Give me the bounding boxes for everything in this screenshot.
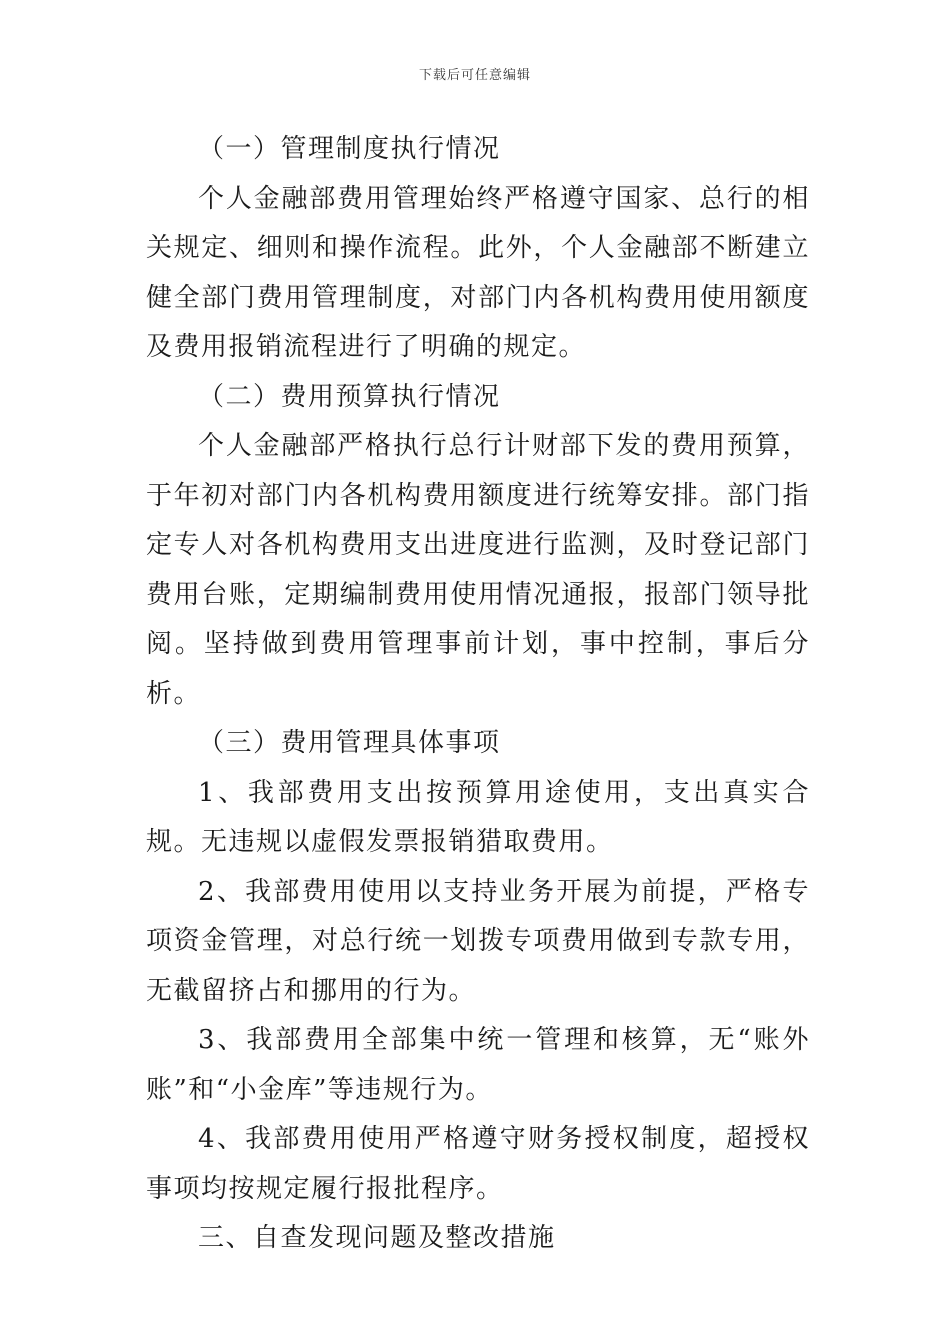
document-body <box>146 125 810 1264</box>
list-item-1: 1、我部费用支出按预算用途使用，支出真实合规。无违规以虚假发票报销猎取费用。 <box>146 777 810 857</box>
section-heading-3: （三）费用管理具体事项 <box>198 728 501 758</box>
list-item-2: 2、我部费用使用以支持业务开展为前提，严格专项资金管理，对总行统一划拨专项费用做到专款专用，无截留挤占和挪用的行为。 <box>146 876 810 1006</box>
section-heading-1: （一）管理制度执行情况 <box>198 134 501 164</box>
header-note: 下载后可任意编辑 <box>418 68 531 83</box>
section-paragraph-2: 个人金融部严格执行总行计财部下发的费用预算，于年初对部门内各机构费用额度进行统筹安排。部门指定专人对各机构费用支出进度进行监测，及时登记部门费用台账，定期编制费用使用情况通报，报部门领导批阅。坚持做到费用管理事前计划，事中控制，事后分析。 <box>146 431 810 709</box>
list-item-3: 3、我部费用全部集中统一管理和核算，无“账外账”和“小金库”等违规行为。 <box>146 1025 810 1105</box>
list-item-4: 4、我部费用使用严格遵守财务授权制度，超授权事项均按规定履行报批程序。 <box>146 1124 810 1204</box>
section-heading-2: （二）费用预算执行情况 <box>198 381 501 412</box>
section-paragraph-1: 个人金融部费用管理始终严格遵守国家、总行的相关规定、细则和操作流程。此外，个人金融部不断建立健全部门费用管理制度，对部门内各机构费用使用额度及费用报销流程进行了明确的规定。 <box>146 183 810 362</box>
section-heading-4: 三、自查发现问题及整改措施 <box>198 1223 556 1253</box>
